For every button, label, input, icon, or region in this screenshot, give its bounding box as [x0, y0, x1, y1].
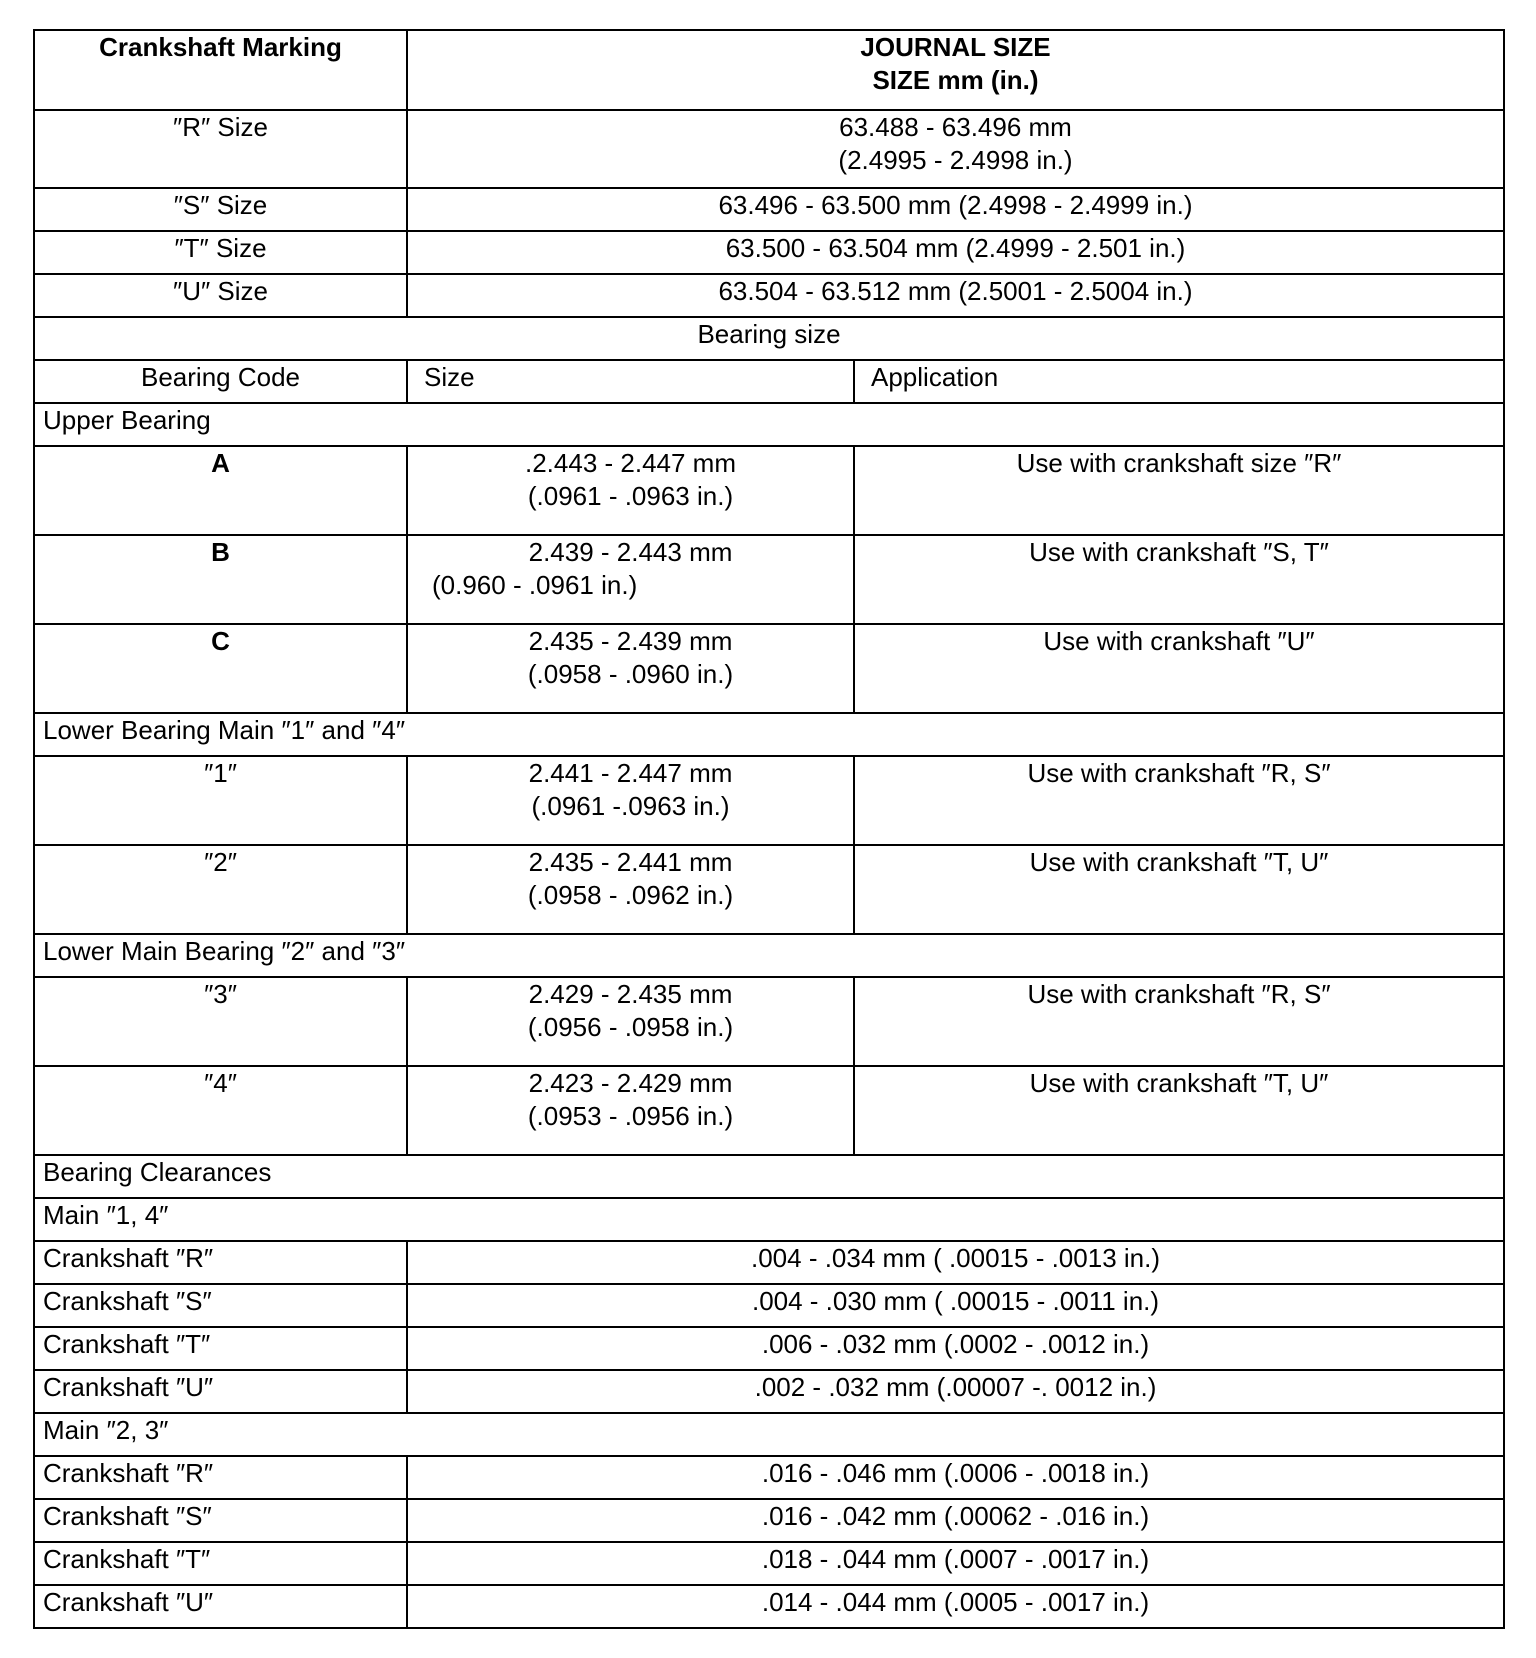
- clearance-value: .014 - .044 mm (.0005 - .0017 in.): [407, 1585, 1504, 1628]
- bearing-row: [34, 446, 1504, 535]
- clearance-value: .006 - .032 mm (.0002 - .0012 in.): [407, 1327, 1504, 1370]
- clearance-row: [34, 1499, 1504, 1542]
- section-row: [34, 713, 1504, 756]
- clearance-crankshaft: Crankshaft ″S″: [34, 1284, 407, 1327]
- bearing-row: [34, 624, 1504, 713]
- upper-bearing-title: Upper Bearing: [34, 403, 1504, 446]
- clearance-value: .004 - .030 mm ( .00015 - .0011 in.): [407, 1284, 1504, 1327]
- bearing-code: C: [34, 624, 407, 713]
- clearance-value: .016 - .042 mm (.00062 - .016 in.): [407, 1499, 1504, 1542]
- clearance-row: [34, 1241, 1504, 1284]
- section-row: [34, 1198, 1504, 1241]
- clearance-crankshaft: Crankshaft ″R″: [34, 1241, 407, 1284]
- bearing-row: [34, 845, 1504, 934]
- bearing-size: [407, 1066, 854, 1155]
- clearance-value: .004 - .034 mm ( .00015 - .0013 in.): [407, 1241, 1504, 1284]
- journal-size-mm: 63.488 - 63.496 mm: [839, 112, 1072, 142]
- bearing-application: Use with crankshaft ″U″: [854, 624, 1504, 713]
- crankshaft-spec-table: [33, 29, 1505, 1629]
- journal-size-title: JOURNAL SIZE: [860, 32, 1051, 62]
- bearing-size-mm: 2.435 - 2.439 mm: [528, 626, 733, 656]
- bearing-size-in: (.0958 - .0962 in.): [527, 880, 734, 910]
- bearing-code: ″2″: [34, 845, 407, 934]
- marking-header-cell: [34, 30, 407, 110]
- clearance-crankshaft: Crankshaft ″U″: [34, 1370, 407, 1413]
- bearing-size-mm: .2.443 - 2.447 mm: [525, 448, 736, 478]
- bearing-size: [407, 446, 854, 535]
- bearing-size: [407, 845, 854, 934]
- journal-marking: ″U″ Size: [34, 274, 407, 317]
- clearance-row: [34, 1327, 1504, 1370]
- section-row: [34, 403, 1504, 446]
- bearing-code: B: [34, 535, 407, 624]
- column-header-row: [34, 360, 1504, 403]
- bearing-size: [407, 624, 854, 713]
- journal-header-cell: [407, 30, 1504, 110]
- clearance-row: [34, 1284, 1504, 1327]
- bearing-application: Use with crankshaft ″T, U″: [854, 845, 1504, 934]
- clearance-row: [34, 1585, 1504, 1628]
- clearance-crankshaft: Crankshaft ″S″: [34, 1499, 407, 1542]
- bearing-row: [34, 535, 1504, 624]
- clearance-row: [34, 1542, 1504, 1585]
- main-2-3-title: Main ″2, 3″: [34, 1413, 1504, 1456]
- bearing-size-mm: 2.435 - 2.441 mm: [528, 847, 733, 877]
- journal-size: 63.504 - 63.512 mm (2.5001 - 2.5004 in.): [407, 274, 1504, 317]
- clearance-crankshaft: Crankshaft ″T″: [34, 1327, 407, 1370]
- bearing-code: ″4″: [34, 1066, 407, 1155]
- bearing-application: Use with crankshaft size ″R″: [854, 446, 1504, 535]
- bearing-application: Use with crankshaft ″R, S″: [854, 756, 1504, 845]
- lower-bearing-2-3-title: Lower Main Bearing ″2″ and ″3″: [34, 934, 1504, 977]
- journal-marking: ″T″ Size: [34, 231, 407, 274]
- bearing-size-mm: 2.423 - 2.429 mm: [528, 1068, 733, 1098]
- bearing-clearances-title: Bearing Clearances: [34, 1155, 1504, 1198]
- journal-row: [34, 274, 1504, 317]
- bearing-size-in: (.0958 - .0960 in.): [527, 659, 734, 689]
- bearing-row: [34, 756, 1504, 845]
- journal-size-in: (2.4995 - 2.4998 in.): [838, 145, 1073, 175]
- section-row: [34, 1155, 1504, 1198]
- clearance-value: .018 - .044 mm (.0007 - .0017 in.): [407, 1542, 1504, 1585]
- clearance-crankshaft: Crankshaft ″T″: [34, 1542, 407, 1585]
- bearing-application: Use with crankshaft ″T, U″: [854, 1066, 1504, 1155]
- main-1-4-title: Main ″1, 4″: [34, 1198, 1504, 1241]
- bearing-size-title: Bearing size: [34, 317, 1504, 360]
- bearing-application: Use with crankshaft ″S, T″: [854, 535, 1504, 624]
- bearing-size-mm: 2.429 - 2.435 mm: [528, 979, 733, 1009]
- bearing-size-in: (.0956 - .0958 in.): [527, 1012, 734, 1042]
- clearance-crankshaft: Crankshaft ″U″: [34, 1585, 407, 1628]
- journal-size-subtitle: SIZE mm (in.): [872, 65, 1039, 95]
- journal-size: 63.496 - 63.500 mm (2.4998 - 2.4999 in.): [407, 188, 1504, 231]
- bearing-size-in: (.0961 -.0963 in.): [531, 791, 730, 821]
- journal-row: [34, 188, 1504, 231]
- journal-size: [407, 110, 1504, 188]
- header-row: [34, 30, 1504, 110]
- bearing-row: [34, 1066, 1504, 1155]
- bearing-size-in: (.0953 - .0956 in.): [527, 1101, 734, 1131]
- bearing-row: [34, 977, 1504, 1066]
- clearance-value: .002 - .032 mm (.00007 -. 0012 in.): [407, 1370, 1504, 1413]
- bearing-code-header: Bearing Code: [34, 360, 407, 403]
- bearing-application: Use with crankshaft ″R, S″: [854, 977, 1504, 1066]
- bearing-size: [407, 756, 854, 845]
- bearing-size-in: (0.960 - .0961 in.): [432, 570, 638, 600]
- section-row: [34, 934, 1504, 977]
- clearance-row: [34, 1456, 1504, 1499]
- bearing-code: A: [34, 446, 407, 535]
- journal-marking: ″S″ Size: [34, 188, 407, 231]
- clearance-row: [34, 1370, 1504, 1413]
- clearance-value: .016 - .046 mm (.0006 - .0018 in.): [407, 1456, 1504, 1499]
- bearing-size-mm: 2.439 - 2.443 mm: [528, 537, 733, 567]
- bearing-code: ″1″: [34, 756, 407, 845]
- bearing-size: [407, 535, 854, 624]
- journal-size: 63.500 - 63.504 mm (2.4999 - 2.501 in.): [407, 231, 1504, 274]
- size-header: Size: [407, 360, 854, 403]
- bearing-code: ″3″: [34, 977, 407, 1066]
- journal-row: [34, 231, 1504, 274]
- section-row: [34, 317, 1504, 360]
- clearance-crankshaft: Crankshaft ″R″: [34, 1456, 407, 1499]
- section-row: [34, 1413, 1504, 1456]
- journal-marking: ″R″ Size: [34, 110, 407, 188]
- marking-header: Crankshaft Marking: [99, 32, 342, 62]
- journal-row: [34, 110, 1504, 188]
- bearing-size-mm: 2.441 - 2.447 mm: [528, 758, 733, 788]
- application-header: Application: [854, 360, 1504, 403]
- bearing-size-in: (.0961 - .0963 in.): [527, 481, 734, 511]
- bearing-size: [407, 977, 854, 1066]
- lower-bearing-1-4-title: Lower Bearing Main ″1″ and ″4″: [34, 713, 1504, 756]
